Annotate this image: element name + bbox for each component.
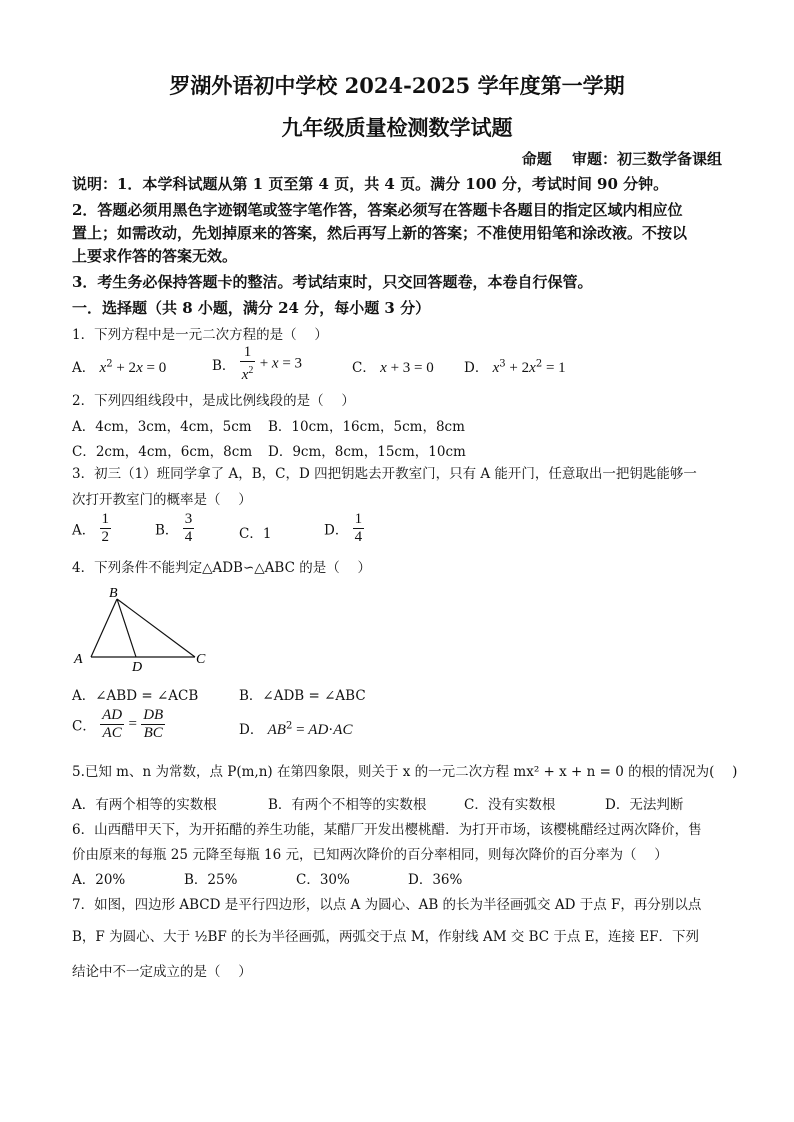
instruction-2c: 上要求作答的答案无效。 — [72, 247, 238, 265]
segment-bd — [117, 599, 136, 657]
q2-option-c: C．2cm，4cm，6cm，8cm — [72, 444, 253, 460]
q3-stem-line2: 次打开教室门的概率是（ ） — [72, 492, 252, 508]
q6-option-d: D．36% — [408, 872, 463, 888]
q6-stem-line1: 6．山西醋甲天下，为开拓醋的养生功能，某醋厂开发出樱桃醋．为打开市场，该樱桃醋经过两次降价，售 — [72, 822, 702, 838]
q7-stem-line3: 结论中不一定成立的是（ ） — [72, 964, 252, 980]
q7-stem-line2: B，F 为圆心、大于 ½BF 的长为半径画弧，两弧交于点 M，作射线 AM 交 BC 于点 E，连接 EF．下列 — [72, 929, 700, 945]
triangle-figure — [72, 585, 217, 675]
q5-option-d: D．无法判断 — [605, 797, 684, 813]
q2-option-d: D．9cm，8cm，15cm，10cm — [268, 444, 466, 460]
q2-stem: 2．下列四组线段中，是成比例线段的是（ ） — [72, 393, 355, 409]
q6-option-b: B．25% — [184, 872, 238, 888]
q6-option-a: A．20% — [72, 872, 126, 888]
q6-stem-line2: 价由原来的每瓶 25 元降至每瓶 16 元，已知两次降价的百分率相同，则每次降价的百分率为（ ） — [72, 847, 668, 863]
exam-subtitle: 九年级质量检测数学试题 — [281, 115, 513, 140]
label-a: A — [74, 652, 83, 667]
q2-option-a: A．4cm，3cm，4cm，5cm — [72, 419, 252, 435]
instruction-1: 说明：1．本学科试题从第 1 页至第 4 页，共 4 页。满分 100 分，考试时间 90 分钟。 — [72, 175, 669, 193]
q1-option-d: D． $x^3 + 2x^2 = 1$ — [464, 358, 566, 376]
instruction-2b: 置上；如需改动，先划掉原来的答案，然后再写上新的答案；不准使用铅笔和涂改液。不按以 — [72, 224, 688, 242]
q3-option-d: D． $\frac{1}{4}$ — [324, 511, 363, 545]
q4-option-a: A．∠ABD = ∠ACB — [72, 688, 199, 704]
exam-title: 罗湖外语初中学校 2024-2025 学年度第一学期 — [169, 73, 625, 98]
instruction-2a: 2．答题必须用黑色字迹钢笔或签字笔作答，答案必须写在答题卡各题目的指定区域内相应位 — [72, 201, 683, 219]
q1-stem: 1．下列方程中是一元二次方程的是（ ） — [72, 327, 328, 343]
q4-option-d: D． $AB^2 = AD\cdot AC$ — [239, 720, 353, 738]
q1-option-a: A． $x^2 + 2x = 0$ — [72, 358, 167, 376]
q3-option-b: B． $\frac{3}{4}$ — [155, 511, 193, 545]
q3-option-c: C．1 — [239, 526, 272, 542]
instruction-3: 3．考生务必保持答题卡的整洁。考试结束时，只交回答题卷，本卷自行保管。 — [72, 273, 593, 291]
q5-option-b: B．有两个不相等的实数根 — [268, 797, 427, 813]
segment-ab — [91, 599, 117, 657]
q1-option-c: C． x + 3 = 0 — [352, 360, 434, 376]
exam-authors: 命题 审题：初三数学备课组 — [521, 150, 722, 168]
q4-option-b: B．∠ADB = ∠ABC — [239, 688, 366, 704]
q5-stem: 5.已知 m、n 为常数，点 P(m,n) 在第四象限，则关于 x 的一元二次方程 mx² + x + n = 0 的根的情况为( ) — [72, 764, 738, 780]
label-c: C — [196, 652, 206, 667]
q4-stem: 4．下列条件不能判定△ADB∽△ABC 的是（ ） — [72, 560, 371, 576]
q7-stem-line1: 7．如图，四边形 ABCD 是平行四边形，以点 A 为圆心、AB 的长为半径画弧交 AD 于点 F，再分别以点 — [72, 897, 702, 913]
q1-option-b: B． $\frac{1}{x^2}$ + x = 3 — [212, 344, 303, 383]
label-b: B — [109, 586, 118, 601]
q2-option-b: B．10cm，16cm，5cm，8cm — [268, 419, 465, 435]
q3-option-a: A． $\frac{1}{2}$ — [72, 511, 110, 545]
segment-bc — [117, 599, 195, 657]
q3-stem-line1: 3．初三（1）班同学拿了 A，B，C，D 四把钥匙去开教室门，只有 A 能开门，任意取出一把钥匙能够一 — [72, 466, 697, 482]
q5-option-c: C．没有实数根 — [464, 797, 556, 813]
q6-option-c: C．30% — [296, 872, 350, 888]
section-heading: 一．选择题（共 8 小题，满分 24 分，每小题 3 分） — [72, 299, 431, 317]
q4-option-c: C． $\frac{AD}{AC}$ = $\frac{DB}{BC}$ — [72, 707, 164, 741]
q5-option-a: A．有两个相等的实数根 — [72, 797, 217, 813]
label-d: D — [132, 660, 143, 675]
